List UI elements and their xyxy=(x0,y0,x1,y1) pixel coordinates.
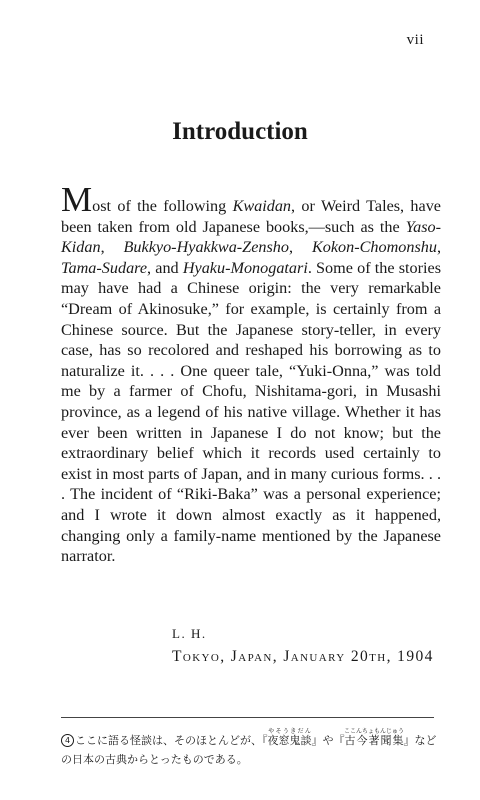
drop-cap: M xyxy=(61,180,93,219)
dateline: Tokyo, Japan, January 20th, 1904 xyxy=(172,648,434,665)
body-text-run: , or Weird Tales, have been taken from old Japanese books,—such as the xyxy=(61,197,441,236)
signature: L. H. xyxy=(172,626,207,641)
footnote-text: ここに語る怪談は、そのほとんどが、『 xyxy=(75,734,268,747)
book-title-bukkyo-hyakkwa-zensho: Bukkyo-Hyakkwa-Zensho xyxy=(123,238,289,257)
ruby-reading: ここんちょもんじゅう xyxy=(344,728,405,735)
ruby-yaso-kidan xyxy=(267,728,312,747)
body-text-run: ost of the following xyxy=(92,197,233,215)
page-number: vii xyxy=(406,32,424,48)
body-text-run: . Some of the stories may have had a Chinese origin: the very remarkable “Dream of Akinosuke,” for example, is certainly from a Chinese source. But the Japanese story-teller, in every case, has so recolored and reshaped his borrowing as to naturalize it. . . . One queer tale, “Yuki-Onna,” was told me by a farmer of Chofu, Nishitama-gori, in Musashi province, as a legend of his native village. Whether it has ever been written in Japanese I do not know; but the extraordinary belief which it records used certainly to exist in most parts of Japan, and in many curious forms. . . . The incident of “Riki-Baka” was a personal experience; and I wrote it down almost exactly as it happened, changing only a family-name mentioned by the Japanese narrator. xyxy=(61,258,441,566)
ruby-reading: やそうきだん xyxy=(267,728,312,735)
footnote xyxy=(61,728,439,769)
ruby-kokon-chomonshu xyxy=(344,728,405,747)
book-title-yaso-kidan: Yaso-Kidan xyxy=(61,217,441,257)
book-title-kwaidan: Kwaidan xyxy=(232,197,292,215)
body-paragraph xyxy=(61,180,441,567)
footnote-text: 』や『 xyxy=(311,734,345,747)
footnote-text: 』などの日本の古典からとったものである。 xyxy=(61,734,437,766)
footnote-marker: 4 xyxy=(61,734,74,747)
footnote-rule xyxy=(61,717,434,718)
ruby-base: 夜窓鬼談 xyxy=(267,734,312,747)
ruby-base: 古今著聞集 xyxy=(344,734,405,747)
body-text-run: , xyxy=(436,238,441,257)
body-text-run: , xyxy=(100,238,124,257)
book-title-kokon-chomonshu: Kokon-Chomonshu xyxy=(311,238,437,257)
book-title-tama-sudare: Tama-Sudare xyxy=(61,258,148,277)
page-title: Introduction xyxy=(172,118,308,145)
book-title-hyaku-monogatari: Hyaku-Monogatari xyxy=(182,258,308,277)
body-text-run: , and xyxy=(147,258,183,277)
body-text-run: , xyxy=(288,238,312,257)
